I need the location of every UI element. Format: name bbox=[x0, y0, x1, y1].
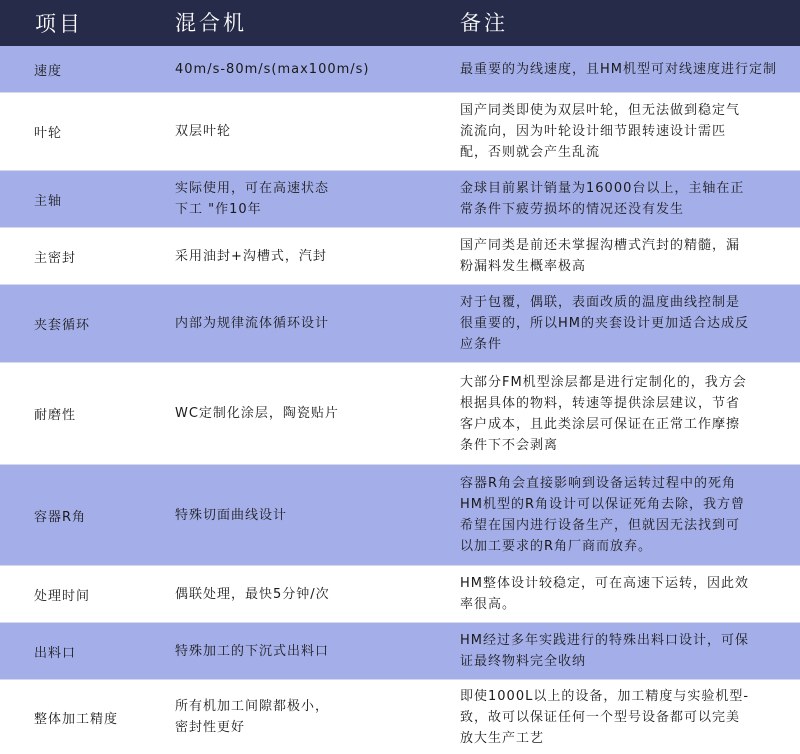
row-mixer bbox=[160, 121, 445, 142]
row-mixer bbox=[160, 505, 445, 526]
row-item: 夹套循环 bbox=[34, 318, 91, 333]
row-mixer bbox=[160, 641, 445, 662]
row-mixer bbox=[160, 403, 445, 424]
header-item: 项目 bbox=[35, 12, 83, 36]
row-item: 出料口 bbox=[34, 645, 77, 661]
row-note bbox=[445, 235, 800, 277]
row-item: 速度 bbox=[34, 63, 63, 79]
row-note bbox=[445, 372, 800, 456]
mixer-line: 密封性更好 bbox=[175, 720, 246, 735]
row-item: 处理时间 bbox=[34, 588, 91, 604]
mixer-line: 40m/s-80m/s(max100m/s) bbox=[175, 61, 370, 77]
note-line: 金球目前累计销量为16000台以上，主轴在正 bbox=[460, 181, 745, 196]
table-row bbox=[0, 171, 800, 227]
table-header bbox=[0, 0, 800, 46]
mixer-line: 内部为规律流体循环设计 bbox=[175, 316, 330, 331]
note-line: HM经过多年实践进行的特殊出料口设计，可保 bbox=[460, 633, 749, 648]
row-item: 整体加工精度 bbox=[34, 711, 119, 727]
row-item: 叶轮 bbox=[34, 126, 63, 141]
header-note: 备注 bbox=[460, 10, 508, 35]
table-row bbox=[0, 285, 800, 362]
header-mixer: 混合机 bbox=[175, 10, 247, 35]
note-line: 条件下不会剥离 bbox=[460, 437, 559, 453]
table-row bbox=[0, 680, 800, 754]
note-line: 客户成本，且此类涂层可保证在正常工作摩擦 bbox=[460, 416, 741, 432]
table-row bbox=[0, 623, 800, 679]
note-line: 致，故可以保证任何一个型号设备都可以完美 bbox=[460, 709, 741, 725]
note-line: 配，否则就会产生乱流 bbox=[460, 145, 601, 160]
note-line: 证最终物料完全收纳 bbox=[460, 654, 587, 669]
note-line: 希望在国内进行设备生产，但就因无法找到可 bbox=[460, 518, 741, 533]
mixer-line: 采用油封+沟槽式，汽封 bbox=[175, 248, 327, 264]
note-line: 大部分FM机型涂层都是进行定制化的，我方会 bbox=[460, 374, 747, 390]
row-item: 容器R角 bbox=[34, 509, 87, 525]
note-line: 根据具体的物料，转速等提供涂层建议，节省 bbox=[460, 395, 741, 411]
row-note bbox=[445, 630, 800, 672]
row-mixer bbox=[160, 59, 445, 80]
mixer-line: 双层叶轮 bbox=[175, 124, 232, 139]
table-row bbox=[0, 93, 800, 170]
row-note bbox=[445, 100, 800, 163]
row-note bbox=[445, 473, 800, 557]
note-line: 即使1000L以上的设备，加工精度与实验机型- bbox=[460, 688, 750, 704]
table-row bbox=[0, 46, 800, 92]
mixer-line: 特殊切面曲线设计 bbox=[175, 507, 288, 523]
note-line: 以加工要求的R角厂商而放弃。 bbox=[460, 539, 653, 554]
row-mixer bbox=[160, 584, 445, 605]
row-note bbox=[445, 292, 800, 355]
note-line: 放大生产工艺 bbox=[460, 730, 545, 746]
row-mixer bbox=[160, 696, 445, 738]
note-line: 最重要的为线速度，且HM机型可对线速度进行定制 bbox=[460, 61, 777, 77]
row-item: 主密封 bbox=[34, 250, 77, 266]
mixer-line: 偶联处理，最快5分钟/次 bbox=[175, 586, 330, 602]
note-line: 常条件下疲劳损坏的情况还没有发生 bbox=[460, 202, 685, 217]
note-line: 粉漏料发生概率极高 bbox=[460, 259, 587, 274]
mixer-line: 下工 "作10年 bbox=[175, 202, 262, 217]
row-note bbox=[445, 178, 800, 220]
mixer-line: WC定制化涂层，陶瓷贴片 bbox=[175, 406, 339, 421]
note-line: HM机型的R角设计可以保证死角去除，我方曾 bbox=[460, 497, 746, 512]
note-line: HM整体设计较稳定，可在高速下运转，因此效 bbox=[460, 576, 749, 591]
table-body bbox=[0, 46, 800, 754]
row-note bbox=[445, 686, 800, 749]
note-line: 国产同类即使为双层叶轮，但无法做到稳定气 bbox=[460, 103, 741, 118]
note-line: 流流向，因为叶轮设计细节跟转速设计需匹 bbox=[460, 124, 727, 139]
row-mixer bbox=[160, 313, 445, 334]
note-line: 应条件 bbox=[460, 337, 503, 352]
table-row bbox=[0, 228, 800, 284]
mixer-line: 特殊加工的下沉式出料口 bbox=[175, 643, 330, 659]
row-note bbox=[445, 59, 800, 80]
row-item: 耐磨性 bbox=[34, 408, 77, 423]
note-line: 率很高。 bbox=[460, 597, 517, 612]
table-row bbox=[0, 566, 800, 622]
note-line: 很重要的，所以HM的夹套设计更加适合达成反 bbox=[460, 316, 749, 331]
row-item: 主轴 bbox=[34, 193, 63, 209]
table-row bbox=[0, 363, 800, 464]
row-note bbox=[445, 573, 800, 615]
row-mixer bbox=[160, 178, 445, 220]
note-line: 容器R角会直接影响到设备运转过程中的死角 bbox=[460, 476, 737, 491]
mixer-line: 所有机加工间隙都极小， bbox=[175, 699, 330, 714]
row-mixer bbox=[160, 246, 445, 267]
mixer-line: 实际使用，可在高速状态 bbox=[175, 181, 330, 196]
note-line: 国产同类是前还未掌握沟槽式汽封的精髓，漏 bbox=[460, 238, 741, 253]
table-row bbox=[0, 465, 800, 565]
note-line: 对于包覆，偶联，表面改质的温度曲线控制是 bbox=[460, 295, 741, 310]
